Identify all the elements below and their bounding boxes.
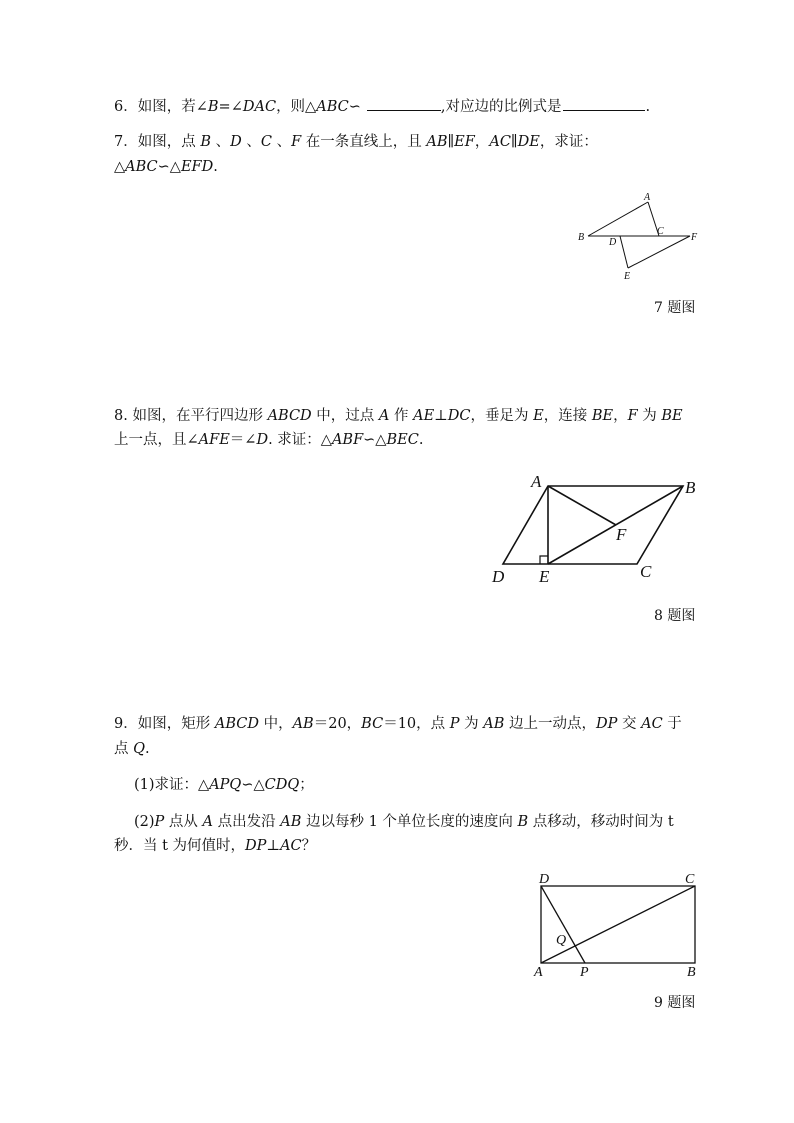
similar-symbol: ∽△	[241, 777, 265, 793]
fig8-label-d: D	[492, 567, 505, 586]
var-ab: AB	[483, 716, 505, 732]
problem-7-number: 7．	[114, 134, 138, 150]
period: .	[418, 432, 424, 448]
problem-9-text: 点	[114, 741, 134, 757]
figure-9-caption: 9 题图	[654, 995, 696, 1011]
var-f: F	[627, 408, 638, 424]
similar-symbol: ∽	[348, 99, 361, 115]
problem-8-text: 为	[637, 408, 662, 424]
period: .	[145, 741, 150, 757]
fig7-label-d: D	[609, 237, 617, 248]
similar-symbol: ∽△	[363, 432, 387, 448]
problem-9-text: 交	[617, 716, 642, 732]
var-abcd: ABCD	[214, 716, 259, 732]
var-a: A	[378, 408, 390, 424]
problem-8-text: 作	[389, 408, 414, 424]
problem-9-text: ＝20，	[313, 716, 362, 732]
problem-9-text: 为	[459, 716, 484, 732]
part-2-text: 点出发沿	[213, 814, 281, 830]
var-b: B	[517, 814, 529, 830]
problem-8-text: ，连接	[543, 408, 592, 424]
part-2-text: 秒．当 t 为何值时，	[114, 838, 246, 854]
var-efd: EFD	[180, 159, 214, 175]
problem-6-text: ，则△	[276, 99, 317, 115]
problem-9-text: ＝10，点	[383, 716, 450, 732]
fig9-label-d: D	[539, 872, 550, 887]
problem-9-text: 中，	[258, 716, 293, 732]
var-ab: AB	[292, 716, 314, 732]
fig7-label-a: A	[644, 192, 651, 203]
var-apq: APQ	[209, 777, 242, 793]
fig7-label-c: C	[657, 226, 664, 237]
fig8-label-c: C	[640, 562, 652, 581]
fig8-label-f: F	[616, 525, 627, 544]
problem-7-text: ，求证：	[539, 134, 598, 150]
var-dac: DAC	[242, 99, 277, 115]
var-d: D	[230, 134, 242, 150]
problem-8-text: ，垂足为	[470, 408, 534, 424]
problem-8-text: . 求证：△	[268, 432, 332, 448]
period: .	[213, 159, 218, 175]
part-2-text: (2)	[134, 814, 155, 830]
separator: 、	[271, 134, 292, 150]
fig9-label-a: A	[534, 965, 543, 980]
var-dp: DP	[596, 716, 618, 732]
var-ab: AB	[280, 814, 302, 830]
fig9-segment-ac	[541, 886, 695, 963]
figure-7-caption: 7 题图	[654, 300, 696, 316]
var-ae-perp-dc: AE⊥DC	[413, 408, 471, 424]
period: .	[645, 99, 651, 115]
var-ac-parallel-de: AC∥DE	[489, 134, 540, 150]
var-e: E	[533, 408, 544, 424]
fig7-label-e: E	[624, 271, 631, 282]
problem-8-number: 8	[114, 408, 124, 424]
var-abc: ABC	[125, 159, 158, 175]
var-bec: BEC	[386, 432, 419, 448]
problem-8-text: 上一点，且∠	[114, 432, 199, 448]
problem-6-number: 6．	[114, 99, 138, 115]
problem-7-text: 如图，点	[137, 134, 201, 150]
problem-7-text: 在一条直线上，且	[301, 134, 427, 150]
triangle-symbol: △	[114, 159, 126, 175]
fig7-label-b: B	[578, 232, 585, 243]
var-cdq: CDQ	[264, 777, 300, 793]
semicolon: ；	[299, 777, 314, 793]
fig9-label-b: B	[687, 965, 696, 980]
problem-6-text: ,对应边的比例式是	[440, 99, 562, 115]
comma: ，	[474, 134, 490, 150]
part-2-text: 点移动，移动时间为 t	[528, 814, 674, 830]
problem-6-text: 如图，若∠	[137, 99, 208, 115]
var-q: Q	[133, 741, 145, 757]
var-ab-parallel-ef: AB∥EF	[426, 134, 475, 150]
var-c: C	[260, 134, 272, 150]
fig9-label-q: Q	[556, 933, 567, 948]
fig9-label-c: C	[685, 872, 695, 887]
var-afe: AFE	[198, 432, 230, 448]
figure-8-caption: 8 题图	[654, 608, 696, 624]
question-mark: ？	[301, 838, 317, 854]
var-dp-perp-ac: DP⊥AC	[245, 838, 302, 854]
var-ac: AC	[641, 716, 663, 732]
var-abf: ABF	[331, 432, 364, 448]
var-p: P	[154, 814, 165, 830]
similar-symbol: ∽△	[157, 159, 181, 175]
var-bc: BC	[361, 716, 384, 732]
equals-angle: =∠	[218, 99, 243, 115]
problem-8-text: 中，过点	[311, 408, 379, 424]
equals-angle: ＝∠	[229, 432, 257, 448]
fig7-label-f: F	[691, 232, 698, 243]
var-be: BE	[661, 408, 683, 424]
fig8-label-b: B	[685, 478, 696, 497]
problem-9-text: 于	[662, 716, 682, 732]
var-d: D	[256, 432, 269, 448]
fig8-label-e: E	[539, 567, 550, 586]
var-abcd: ABCD	[267, 408, 312, 424]
problem-9-number: 9	[114, 716, 124, 732]
var-b: B	[207, 99, 219, 115]
var-f: F	[291, 134, 302, 150]
var-abc: ABC	[316, 99, 349, 115]
var-p: P	[449, 716, 460, 732]
problem-9-text: 边上一动点，	[504, 716, 596, 732]
var-be: BE	[591, 408, 614, 424]
problem-9-text: ．如图，矩形	[123, 716, 215, 732]
fig9-label-p: P	[580, 965, 589, 980]
part-2-text: 点从	[164, 814, 203, 830]
part-1-text: (1)求证：△	[134, 777, 210, 793]
part-2-text: 边以每秒 1 个单位长度的速度向	[301, 814, 518, 830]
separator: 、	[241, 134, 261, 150]
fig8-label-a: A	[531, 472, 542, 491]
problem-8-text: . 如图，在平行四边形	[123, 408, 268, 424]
problem-8-text: ，	[613, 408, 628, 424]
var-a: A	[202, 814, 214, 830]
var-b: B	[200, 134, 211, 150]
separator: 、	[211, 134, 231, 150]
